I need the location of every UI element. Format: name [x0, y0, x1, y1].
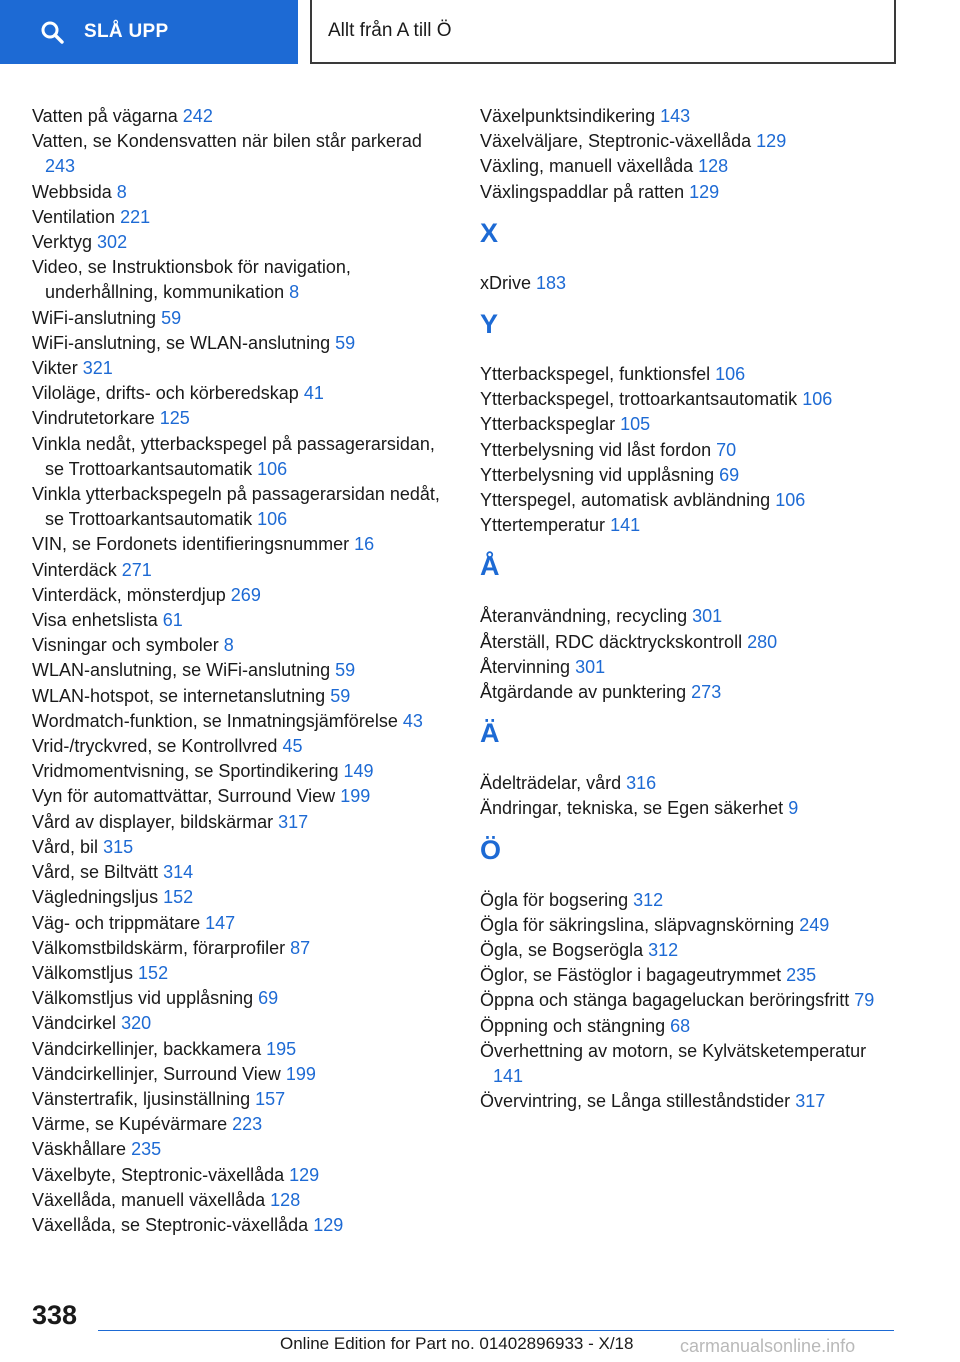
index-entry: [480, 387, 890, 412]
search-button[interactable]: [0, 0, 298, 64]
page-link[interactable]: 235: [131, 1139, 162, 1160]
entry-text: Ögla för säkringslina, släpvagnskörning: [480, 914, 795, 935]
page-link[interactable]: 106: [257, 509, 288, 530]
index-entry: [32, 129, 442, 179]
entry-text: Visningar och symboler: [32, 635, 219, 656]
index-entry: [480, 154, 890, 179]
index-entry: [32, 356, 442, 381]
letter-heading: Ä: [480, 718, 500, 749]
entry-text: Väg- och trippmätare: [32, 912, 201, 933]
entry-text: Övervintring, se Långa stilleståndstider: [480, 1091, 791, 1112]
page-link[interactable]: 312: [648, 940, 679, 961]
entry-text: Öppning och stängning: [480, 1015, 666, 1036]
page-link[interactable]: 221: [120, 206, 151, 227]
page-link[interactable]: 271: [121, 559, 152, 580]
index-entry: [32, 784, 442, 809]
page-link[interactable]: 143: [660, 106, 691, 126]
index-entry: [32, 381, 442, 406]
index-entry: [480, 604, 890, 629]
index-entry: [480, 271, 890, 296]
index-entry: [480, 488, 890, 513]
index-entry: [480, 463, 890, 488]
page-link[interactable]: 315: [103, 836, 134, 857]
page-link[interactable]: 183: [536, 272, 567, 293]
entry-text: Yttertemperatur: [480, 515, 606, 536]
index-entry: [480, 938, 890, 963]
index-entry: [480, 888, 890, 913]
entry-text: Ögla, se Bogserögla: [480, 940, 644, 961]
page-link[interactable]: 9: [788, 798, 799, 819]
entry-text: Ytterbelysning vid låst fordon: [480, 439, 712, 460]
page-link[interactable]: 317: [278, 811, 309, 832]
entry-text: Återvinning: [480, 656, 571, 677]
index-entry: [32, 255, 442, 305]
footer-divider: [98, 1330, 894, 1331]
index-entry: [480, 988, 890, 1013]
page-link[interactable]: 59: [335, 660, 356, 681]
index-entry: [32, 961, 442, 986]
page-link[interactable]: 105: [620, 414, 651, 435]
page-link[interactable]: 223: [232, 1114, 263, 1135]
entry-text: Vinterdäck, mönsterdjup: [32, 584, 226, 605]
page-link[interactable]: 69: [258, 988, 279, 1009]
entry-text: Vikter: [32, 358, 78, 379]
page-link[interactable]: 70: [716, 439, 737, 460]
entry-text: Vatten på vägarna: [32, 106, 178, 126]
index-entry: [480, 362, 890, 387]
page-link[interactable]: 273: [691, 682, 722, 703]
page-link[interactable]: 69: [719, 464, 740, 485]
section-title-tab: [310, 0, 896, 64]
entry-text: Wordmatch-funktion, se Inmatningsjämförelse: [32, 710, 398, 731]
page-link[interactable]: 321: [82, 358, 113, 379]
index-entry: [32, 684, 442, 709]
page-link[interactable]: 59: [330, 685, 351, 706]
index-entry: [32, 331, 442, 356]
page-link[interactable]: 280: [747, 631, 778, 652]
page-link[interactable]: 152: [163, 887, 194, 908]
entry-text: Överhettning av motorn, se Kylvätsketemperatur: [480, 1040, 867, 1061]
page-link[interactable]: 157: [255, 1088, 286, 1109]
entry-text: Vändcirkel: [32, 1013, 117, 1034]
entry-text: Växling, manuell växellåda: [480, 156, 694, 177]
index-entry: [32, 1062, 442, 1087]
page-link[interactable]: 43: [402, 710, 423, 731]
page-link[interactable]: 8: [289, 282, 300, 303]
page-link[interactable]: 106: [775, 490, 806, 511]
entry-text: Vård, se Biltvätt: [32, 862, 159, 883]
entry-text: Växelbyte, Steptronic-växellåda: [32, 1164, 285, 1185]
page-link[interactable]: 249: [799, 914, 830, 935]
page-link[interactable]: 16: [354, 534, 375, 555]
index-entry: [32, 709, 442, 734]
page-link[interactable]: 8: [116, 181, 127, 202]
page-link[interactable]: 45: [282, 736, 303, 757]
page-link[interactable]: 61: [162, 610, 183, 631]
search-label: SLÅ UPP: [84, 21, 169, 42]
entry-text: Vridmomentvisning, se Sportindikering: [32, 761, 339, 782]
index-entry: [32, 205, 442, 230]
index-entry: [480, 513, 890, 538]
index-entry: [32, 1213, 442, 1238]
index-column-right: [480, 104, 890, 1114]
page-link[interactable]: 79: [854, 990, 875, 1011]
page-link[interactable]: 243: [45, 156, 76, 177]
index-entry: [32, 230, 442, 255]
index-entry: [32, 482, 442, 532]
index-entry: [32, 734, 442, 759]
page-link[interactable]: 301: [692, 606, 723, 627]
entry-text: Växlingspaddlar på ratten: [480, 181, 685, 202]
page-link[interactable]: 312: [633, 889, 664, 910]
entry-text: Vård, bil: [32, 836, 99, 857]
entry-text: Vindrutetorkare: [32, 408, 155, 429]
letter-heading: Å: [480, 551, 500, 582]
entry-text: Viloläge, drifts- och körberedskap: [32, 383, 299, 404]
page-link[interactable]: 41: [303, 383, 324, 404]
entry-text: Ytterspegel, automatisk avbländning: [480, 490, 771, 511]
entry-text: Ytterbackspegel, trottoarkantsautomatik: [480, 389, 798, 410]
page-link[interactable]: 59: [161, 307, 182, 328]
entry-text: WiFi-anslutning: [32, 307, 157, 328]
entry-text: WLAN-hotspot, se internetanslutning: [32, 685, 326, 706]
page-link[interactable]: 199: [285, 1063, 316, 1084]
index-entry: [32, 1188, 442, 1213]
entry-text: Ädelträdelar, vård: [480, 773, 622, 794]
entry-text: Växelpunktsindikering: [480, 106, 656, 126]
page-link[interactable]: 314: [163, 862, 194, 883]
entry-text: Video, se Instruktionsbok för navigation, underhållning, kommunikation: [32, 257, 351, 303]
index-entry: [32, 180, 442, 205]
page-link[interactable]: 195: [266, 1038, 297, 1059]
page-link[interactable]: 269: [230, 584, 261, 605]
page-link[interactable]: 8: [223, 635, 234, 656]
index-entry: [32, 1137, 442, 1162]
index-entry: [32, 432, 442, 482]
page-link[interactable]: 147: [205, 912, 236, 933]
page-link[interactable]: 152: [138, 962, 169, 983]
index-entry: [32, 1037, 442, 1062]
page-link[interactable]: 128: [698, 156, 729, 177]
entry-text: Ytterbackspeglar: [480, 414, 616, 435]
index-entry: [32, 583, 442, 608]
entry-text: WiFi-anslutning, se WLAN-anslutning: [32, 332, 331, 353]
entry-text: Växellåda, se Steptronic-växellåda: [32, 1214, 309, 1235]
entry-text: xDrive: [480, 272, 532, 293]
page-link[interactable]: 242: [182, 106, 213, 126]
index-entry: [32, 885, 442, 910]
entry-text: Öglor, se Fästöglor i bagageutrymmet: [480, 965, 782, 986]
edition-text: Online Edition for Part no. 01402896933 - X/18: [280, 1334, 634, 1353]
search-icon: [40, 20, 64, 44]
entry-text: Verktyg: [32, 232, 93, 253]
entry-text: Återställ, RDC däcktryckskontroll: [480, 631, 743, 652]
page-link[interactable]: 125: [159, 408, 190, 429]
index-entry: [480, 1039, 890, 1089]
index-entry: [480, 1089, 890, 1114]
page-link[interactable]: 106: [715, 364, 746, 385]
index-entry: [32, 1087, 442, 1112]
entry-text: Väskhållare: [32, 1139, 127, 1160]
index-entry: [480, 630, 890, 655]
entry-text: Vändcirkellinjer, Surround View: [32, 1063, 281, 1084]
index-entry: [480, 655, 890, 680]
page-link[interactable]: 141: [610, 515, 641, 536]
page-link[interactable]: 106: [802, 389, 833, 410]
index-entry: [32, 1163, 442, 1188]
page-link[interactable]: 129: [313, 1214, 344, 1235]
index-entry: [32, 986, 442, 1011]
entry-text: Visa enhetslista: [32, 610, 158, 631]
entry-text: Ögla för bogsering: [480, 889, 629, 910]
entry-text: Växelväljare, Steptronic-växellåda: [480, 131, 752, 152]
page-link[interactable]: 302: [97, 232, 128, 253]
index-entry: [32, 104, 442, 129]
entry-text: VIN, se Fordonets identifieringsnummer: [32, 534, 350, 555]
page-link[interactable]: 129: [689, 181, 720, 202]
entry-text: Åtgärdande av punktering: [480, 682, 687, 703]
index-entry: [32, 911, 442, 936]
index-entry: [32, 658, 442, 683]
entry-text: Vinkla nedåt, ytterbackspegel på passagerarsidan, se Trottoarkantsautomatik: [32, 433, 435, 479]
index-entry: [480, 771, 890, 796]
index-entry: [480, 963, 890, 988]
entry-text: Vatten, se Kondensvatten när bilen står parkerad: [32, 131, 422, 152]
page-link[interactable]: 68: [670, 1015, 691, 1036]
page-link[interactable]: 235: [786, 965, 817, 986]
page-link[interactable]: 87: [290, 937, 311, 958]
entry-text: Välkomstljus: [32, 962, 134, 983]
entry-text: Vänstertrafik, ljusinställning: [32, 1088, 251, 1109]
index-entry: [480, 913, 890, 938]
index-entry: [480, 796, 890, 821]
entry-text: Vård av displayer, bildskärmar: [32, 811, 274, 832]
entry-text: Webbsida: [32, 181, 112, 202]
page-link[interactable]: 320: [121, 1013, 152, 1034]
index-entry: [32, 532, 442, 557]
page-link[interactable]: 128: [270, 1189, 301, 1210]
entry-text: Vändcirkellinjer, backkamera: [32, 1038, 262, 1059]
entry-text: Vrid-/tryckvred, se Kontrollvred: [32, 736, 278, 757]
index-entry: [32, 1112, 442, 1137]
letter-heading: Ö: [480, 834, 502, 865]
entry-text: Värme, se Kupévärmare: [32, 1114, 228, 1135]
entry-text: Välkomstbildskärm, förarprofiler: [32, 937, 286, 958]
letter-heading: X: [480, 217, 499, 248]
index-entry: [480, 1014, 890, 1039]
entry-text: Vägledningsljus: [32, 887, 159, 908]
index-column-left: [32, 104, 442, 1238]
index-entry: [480, 438, 890, 463]
index-entry: [32, 608, 442, 633]
entry-text: Ventilation: [32, 206, 116, 227]
index-entry: [32, 406, 442, 431]
index-entry: [32, 306, 442, 331]
page-link[interactable]: 316: [626, 773, 657, 794]
index-entry: [32, 810, 442, 835]
page-link[interactable]: 199: [340, 786, 371, 807]
index-entry: [32, 558, 442, 583]
section-title: Allt från A till Ö: [328, 20, 452, 41]
entry-text: Återanvändning, recycling: [480, 606, 688, 627]
entry-text: Vinkla ytterbackspegeln på passagerarsidan nedåt, se Trottoarkantsautomatik: [32, 484, 440, 530]
watermark: carmanualsonline.info: [680, 1336, 856, 1356]
index-entry: [480, 412, 890, 437]
entry-text: WLAN-anslutning, se WiFi-anslutning: [32, 660, 331, 681]
index-entry: [480, 129, 890, 154]
entry-text: Öppna och stänga bagageluckan beröringsfritt: [480, 990, 850, 1011]
letter-heading: Y: [480, 309, 499, 340]
index-entry: [480, 680, 890, 705]
page-link[interactable]: 149: [343, 761, 374, 782]
page-link[interactable]: 301: [575, 656, 606, 677]
index-entry: [32, 759, 442, 784]
index-entry: [480, 104, 890, 129]
entry-text: Vinterdäck: [32, 559, 117, 580]
page-link[interactable]: 129: [289, 1164, 320, 1185]
entry-text: Välkomstljus vid upplåsning: [32, 988, 254, 1009]
index-entry: [32, 936, 442, 961]
page-link[interactable]: 129: [756, 131, 787, 152]
entry-text: Ytterbackspegel, funktionsfel: [480, 364, 711, 385]
index-entry: [32, 835, 442, 860]
index-entry: [480, 180, 890, 205]
entry-text: Ytterbelysning vid upplåsning: [480, 464, 715, 485]
page-link[interactable]: 141: [493, 1066, 524, 1087]
index-entry: [32, 1011, 442, 1036]
page-link[interactable]: 106: [257, 458, 288, 479]
entry-text: Växellåda, manuell växellåda: [32, 1189, 266, 1210]
entry-text: Ändringar, tekniska, se Egen säkerhet: [480, 798, 784, 819]
index-entry: [32, 860, 442, 885]
entry-text: Vyn för automattvättar, Surround View: [32, 786, 336, 807]
page-link[interactable]: 59: [335, 332, 356, 353]
index-entry: [32, 633, 442, 658]
page-number: 338: [32, 1300, 78, 1330]
page-link[interactable]: 317: [795, 1091, 826, 1112]
